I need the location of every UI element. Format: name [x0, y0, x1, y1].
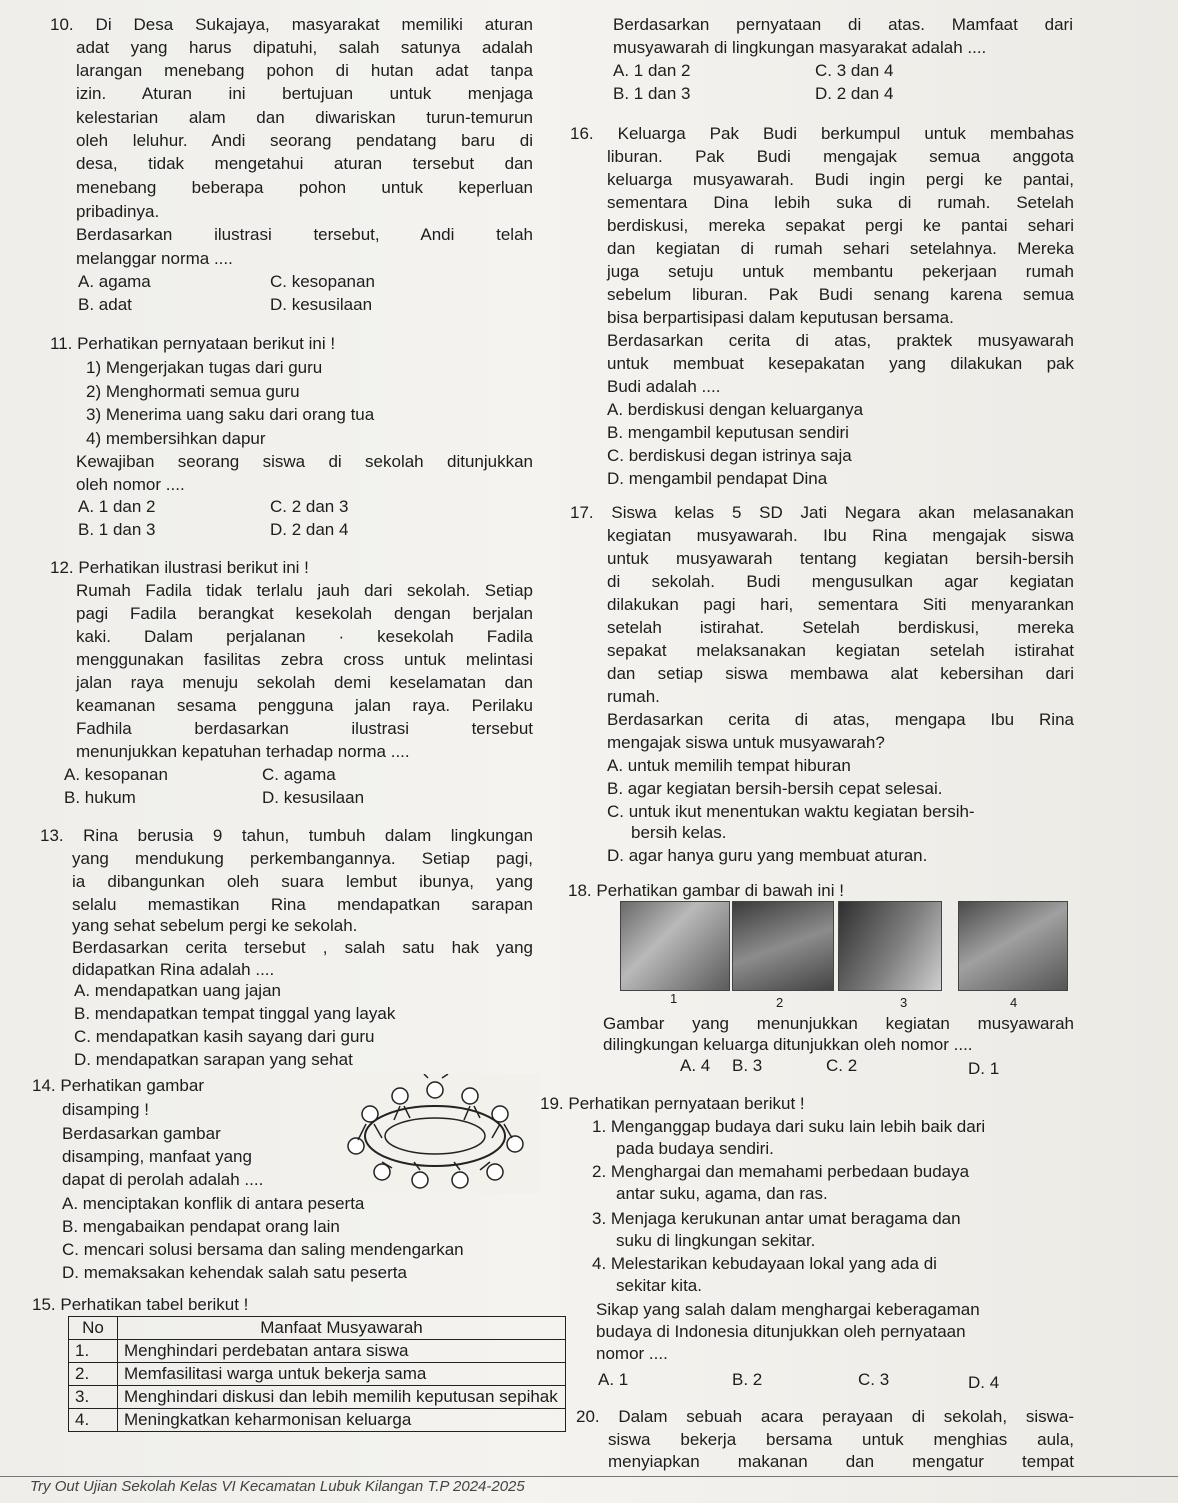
- q18-title: 18. Perhatikan gambar di bawah ini !: [568, 881, 844, 900]
- q19-stem: nomor ....: [596, 1344, 668, 1363]
- q16-line: Budi adalah ....: [607, 377, 721, 396]
- q10-line: oleh leluhur. Andi seorang pendatang baru di: [76, 131, 533, 150]
- table-header-manfaat: Manfaat Musyawarah: [118, 1317, 566, 1340]
- q11-stem: Kewajiban seorang siswa di sekolah ditunjukkan: [76, 452, 533, 471]
- q11-option-a[interactable]: A. 1 dan 2: [78, 497, 156, 516]
- q13-option-b[interactable]: B. mendapatkan tempat tinggal yang layak: [74, 1004, 396, 1023]
- q13-line: didapatkan Rina adalah ....: [72, 960, 275, 979]
- q19-option-b[interactable]: B. 2: [732, 1370, 763, 1389]
- q18-stem: Gambar yang menunjukkan kegiatan musyawarah: [603, 1014, 1074, 1033]
- q19-item-cont: antar suku, agama, dan ras.: [616, 1184, 828, 1203]
- q18-option-b[interactable]: B. 3: [732, 1056, 763, 1075]
- q14-option-a[interactable]: A. menciptakan konflik di antara peserta: [62, 1194, 365, 1213]
- q19-item-cont: sekitar kita.: [616, 1276, 702, 1295]
- q14-line: Berdasarkan gambar: [62, 1124, 221, 1143]
- q19-stem: Sikap yang salah dalam menghargai keberagaman: [596, 1300, 980, 1319]
- q11-item: 1) Mengerjakan tugas dari guru: [86, 358, 323, 377]
- q13-line: ia dibangunkan oleh suara lembut ibunya, yang: [72, 872, 533, 891]
- q11-item: 2) Menghormati semua guru: [86, 382, 300, 401]
- q11-title: 11. Perhatikan pernyataan berikut ini !: [50, 334, 336, 353]
- q10-line: melanggar norma ....: [76, 249, 233, 268]
- q16-line: bisa berpartisipasi dalam keputusan bersama.: [607, 308, 954, 327]
- q11-item: 4) membersihkan dapur: [86, 429, 266, 448]
- page-footer: Try Out Ujian Sekolah Kelas VI Kecamatan Lubuk Kilangan T.P 2024-2025: [30, 1478, 525, 1495]
- q12-option-b[interactable]: B. hukum: [64, 788, 136, 807]
- q19-option-d[interactable]: D. 4: [968, 1373, 1000, 1392]
- q15-option-d[interactable]: D. 2 dan 4: [815, 84, 894, 103]
- q20-line: menyiapkan makanan dan mengatur tempat: [608, 1452, 1074, 1471]
- q19-item: 1. Menganggap budaya dari suku lain lebih baik dari: [592, 1117, 986, 1136]
- q15-stem: Berdasarkan pernyataan di atas. Mamfaat dari: [613, 15, 1073, 34]
- q18-option-d[interactable]: D. 1: [968, 1059, 1000, 1078]
- q19-option-c[interactable]: C. 3: [858, 1370, 890, 1389]
- q17-option-a[interactable]: A. untuk memilih tempat hiburan: [607, 756, 851, 775]
- table-row-no: 4.: [69, 1409, 118, 1432]
- q17-line: untuk musyawarah tentang kegiatan bersih-bersih: [607, 549, 1074, 568]
- table-row-no: 1.: [69, 1340, 118, 1363]
- q17-line: 17. Siswa kelas 5 SD Jati Negara akan melasanakan: [570, 503, 1074, 522]
- q16-option-b[interactable]: B. mengambil keputusan sendiri: [607, 423, 849, 442]
- q17-option-c[interactable]: C. untuk ikut menentukan waktu kegiatan bersih-: [607, 802, 975, 821]
- q16-line: liburan. Pak Budi mengajak semua anggota: [607, 147, 1074, 166]
- picture-3: [838, 901, 942, 991]
- q10-option-d[interactable]: D. kesusilaan: [270, 295, 373, 314]
- q16-line: dan kegiatan di rumah sehari setelahnya. Mereka: [607, 239, 1074, 258]
- q19-item-cont: pada budaya sendiri.: [616, 1139, 774, 1158]
- q15-option-a[interactable]: A. 1 dan 2: [613, 61, 691, 80]
- q11-option-b[interactable]: B. 1 dan 3: [78, 520, 156, 539]
- table-row-text: Memfasilitasi warga untuk bekerja sama: [118, 1363, 566, 1386]
- picture-4: [958, 901, 1068, 991]
- q12-option-d[interactable]: D. kesusilaan: [262, 788, 365, 807]
- q12-line: jalan raya menuju sekolah demi keselamatan dan: [76, 673, 533, 692]
- q10-line: adat yang harus dipatuhi, salah satunya adalah: [76, 38, 533, 57]
- q15-stem: musyawarah di lingkungan masyarakat adalah ....: [613, 38, 987, 57]
- q14-option-b[interactable]: B. mengabaikan pendapat orang lain: [62, 1217, 340, 1236]
- q17-line: setelah istirahat. Setelah berdiskusi, mereka: [607, 618, 1074, 637]
- q10-option-c[interactable]: C. kesopanan: [270, 272, 375, 291]
- q13-line: Berdasarkan cerita tersebut , salah satu hak yang: [72, 938, 533, 957]
- q10-line: 10. Di Desa Sukajaya, masyarakat memiliki aturan: [50, 15, 533, 34]
- table-row-no: 2.: [69, 1363, 118, 1386]
- q12-line: menggunakan fasilitas zebra cross untuk melintasi: [76, 650, 533, 669]
- table-row-no: 3.: [69, 1386, 118, 1409]
- q15-option-b[interactable]: B. 1 dan 3: [613, 84, 691, 103]
- q12-line: Fadhila berdasarkan ilustrasi tersebut: [76, 719, 533, 738]
- picture-label: 2: [776, 995, 784, 1010]
- q17-option-d[interactable]: D. agar hanya guru yang membuat aturan.: [607, 846, 928, 865]
- q18-stem: dilingkungan keluarga ditunjukkan oleh nomor ....: [603, 1035, 973, 1054]
- q14-line: 14. Perhatikan gambar: [32, 1076, 204, 1095]
- q12-line: keamanan sesama pengguna jalan raya. Perilaku: [76, 696, 533, 715]
- discussion-circle-illustration: [330, 1074, 540, 1194]
- q14-line: dapat di perolah adalah ....: [62, 1170, 264, 1189]
- q16-line: juga setuju untuk membantu pekerjaan rumah: [607, 262, 1074, 281]
- q13-option-d[interactable]: D. mendapatkan sarapan yang sehat: [74, 1050, 353, 1069]
- q18-option-a[interactable]: A. 4: [680, 1056, 711, 1075]
- q13-option-a[interactable]: A. mendapatkan uang jajan: [74, 981, 281, 1000]
- q16-option-c[interactable]: C. berdiskusi degan istrinya saja: [607, 446, 852, 465]
- q17-line: Berdasarkan cerita di atas, mengapa Ibu Rina: [607, 710, 1074, 729]
- q10-line: menebang beberapa pohon untuk keperluan: [76, 178, 533, 197]
- q13-line: 13. Rina berusia 9 tahun, tumbuh dalam lingkungan: [40, 826, 533, 845]
- picture-1: [620, 901, 730, 991]
- q19-item: 2. Menghargai dan memahami perbedaan budaya: [592, 1162, 970, 1181]
- q15-table: [68, 1316, 566, 1432]
- q17-line: mengajak siswa untuk musyawarah?: [607, 733, 885, 752]
- q12-title: 12. Perhatikan ilustrasi berikut ini !: [50, 558, 309, 577]
- q17-option-c-cont: bersih kelas.: [631, 823, 727, 842]
- table-header-no: No: [69, 1317, 118, 1340]
- table-row-text: Menghindari perdebatan antara siswa: [118, 1340, 566, 1363]
- q16-line: untuk membuat kesepakatan yang dilakukan pak: [607, 354, 1074, 373]
- q17-option-b[interactable]: B. agar kegiatan bersih-bersih cepat selesai.: [607, 779, 943, 798]
- q19-title: 19. Perhatikan pernyataan berikut !: [540, 1094, 805, 1113]
- q15-option-c[interactable]: C. 3 dan 4: [815, 61, 894, 80]
- q14-option-d[interactable]: D. memaksakan kehendak salah satu peserta: [62, 1263, 407, 1282]
- q16-option-a[interactable]: A. berdiskusi dengan keluarganya: [607, 400, 864, 419]
- q11-stem: oleh nomor ....: [76, 475, 185, 494]
- q10-line: kelestarian alam dan diwariskan turun-temurun: [76, 108, 533, 127]
- q13-line: yang sehat sebelum pergi ke sekolah.: [72, 916, 358, 935]
- q17-line: rumah.: [607, 687, 660, 706]
- q13-option-c[interactable]: C. mendapatkan kasih sayang dari guru: [74, 1027, 375, 1046]
- q16-option-d[interactable]: D. mengambil pendapat Dina: [607, 469, 828, 488]
- q17-line: dan setiap siswa membawa alat kebersihan dari: [607, 664, 1074, 683]
- q16-line: sementara Dina lebih suka di rumah. Setelah: [607, 193, 1074, 212]
- q20-line: siswa bekerja bersama untuk menghias aula,: [608, 1430, 1074, 1449]
- q17-line: di sekolah. Budi mengusulkan agar kegiatan: [607, 572, 1074, 591]
- picture-label: 1: [670, 991, 678, 1006]
- q12-line: menunjukkan kepatuhan terhadap norma ....: [76, 742, 410, 761]
- q10-line: izin. Aturan ini bertujuan untuk menjaga: [76, 84, 533, 103]
- q13-line: selalu memastikan Rina mendapatkan sarapan: [72, 895, 533, 914]
- table-row-text: Meningkatkan keharmonisan keluarga: [118, 1409, 566, 1432]
- q11-item: 3) Menerima uang saku dari orang tua: [86, 405, 375, 424]
- q19-item: 4. Melestarikan kebudayaan lokal yang ada di: [592, 1254, 937, 1273]
- q15-title: 15. Perhatikan tabel berikut !: [32, 1295, 249, 1314]
- q16-line: 16. Keluarga Pak Budi berkumpul untuk membahas: [570, 124, 1074, 143]
- q14-option-c[interactable]: C. mencari solusi bersama dan saling mendengarkan: [62, 1240, 464, 1259]
- picture-label: 3: [900, 995, 908, 1010]
- q16-line: keluarga musyawarah. Budi ingin pergi ke pantai,: [607, 170, 1074, 189]
- q12-line: kaki. Dalam perjalanan · kesekolah Fadila: [76, 627, 533, 646]
- q11-option-c[interactable]: C. 2 dan 3: [270, 497, 349, 516]
- q19-item: 3. Menjaga kerukunan antar umat beragama dan: [592, 1209, 961, 1228]
- q13-line: yang mendukung perkembangannya. Setiap pagi,: [72, 849, 533, 868]
- picture-2: [732, 901, 834, 991]
- q19-stem: budaya di Indonesia ditunjukkan oleh pernyataan: [596, 1322, 966, 1341]
- q19-option-a[interactable]: A. 1: [598, 1370, 629, 1389]
- picture-label: 4: [1010, 995, 1018, 1010]
- q16-line: berdiskusi, mereka sepakat pergi ke pantai sehari: [607, 216, 1074, 235]
- q19-item-cont: suku di lingkungan sekitar.: [616, 1231, 816, 1250]
- q10-line: desa, tidak mengetahui aturan tersebut dan: [76, 154, 533, 173]
- table-row-text: Menghindari diskusi dan lebih memilih keputusan sepihak: [118, 1386, 566, 1409]
- q17-line: dilakukan pagi hari, sementara Siti menyarankan: [607, 595, 1074, 614]
- q16-line: sebelum liburan. Pak Budi senang karena semua: [607, 285, 1074, 304]
- q17-line: sepakat melaksanakan kegiatan setelah istirahat: [607, 641, 1074, 660]
- q12-line: pagi Fadila berangkat kesekolah dengan berjalan: [76, 604, 533, 623]
- q10-option-a[interactable]: A. agama: [78, 272, 151, 291]
- q10-option-b[interactable]: B. adat: [78, 295, 132, 314]
- q12-option-c[interactable]: C. agama: [262, 765, 336, 784]
- footer-divider: [0, 1476, 1178, 1477]
- q17-line: kegiatan musyawarah. Ibu Rina mengajak siswa: [607, 526, 1074, 545]
- q12-option-a[interactable]: A. kesopanan: [64, 765, 168, 784]
- q11-option-d[interactable]: D. 2 dan 4: [270, 520, 349, 539]
- q20-line: 20. Dalam sebuah acara perayaan di sekolah, siswa-: [576, 1407, 1074, 1426]
- q10-line: Berdasarkan ilustrasi tersebut, Andi telah: [76, 225, 533, 244]
- q18-option-c[interactable]: C. 2: [826, 1056, 858, 1075]
- q10-line: larangan menebang pohon di hutan adat tanpa: [76, 61, 533, 80]
- q14-line: disamping !: [62, 1100, 149, 1119]
- q12-line: Rumah Fadila tidak terlalu jauh dari sekolah. Setiap: [76, 581, 533, 600]
- q14-line: disamping, manfaat yang: [62, 1147, 252, 1166]
- q16-line: Berdasarkan cerita di atas, praktek musyawarah: [607, 331, 1074, 350]
- q10-line: pribadinya.: [76, 202, 160, 221]
